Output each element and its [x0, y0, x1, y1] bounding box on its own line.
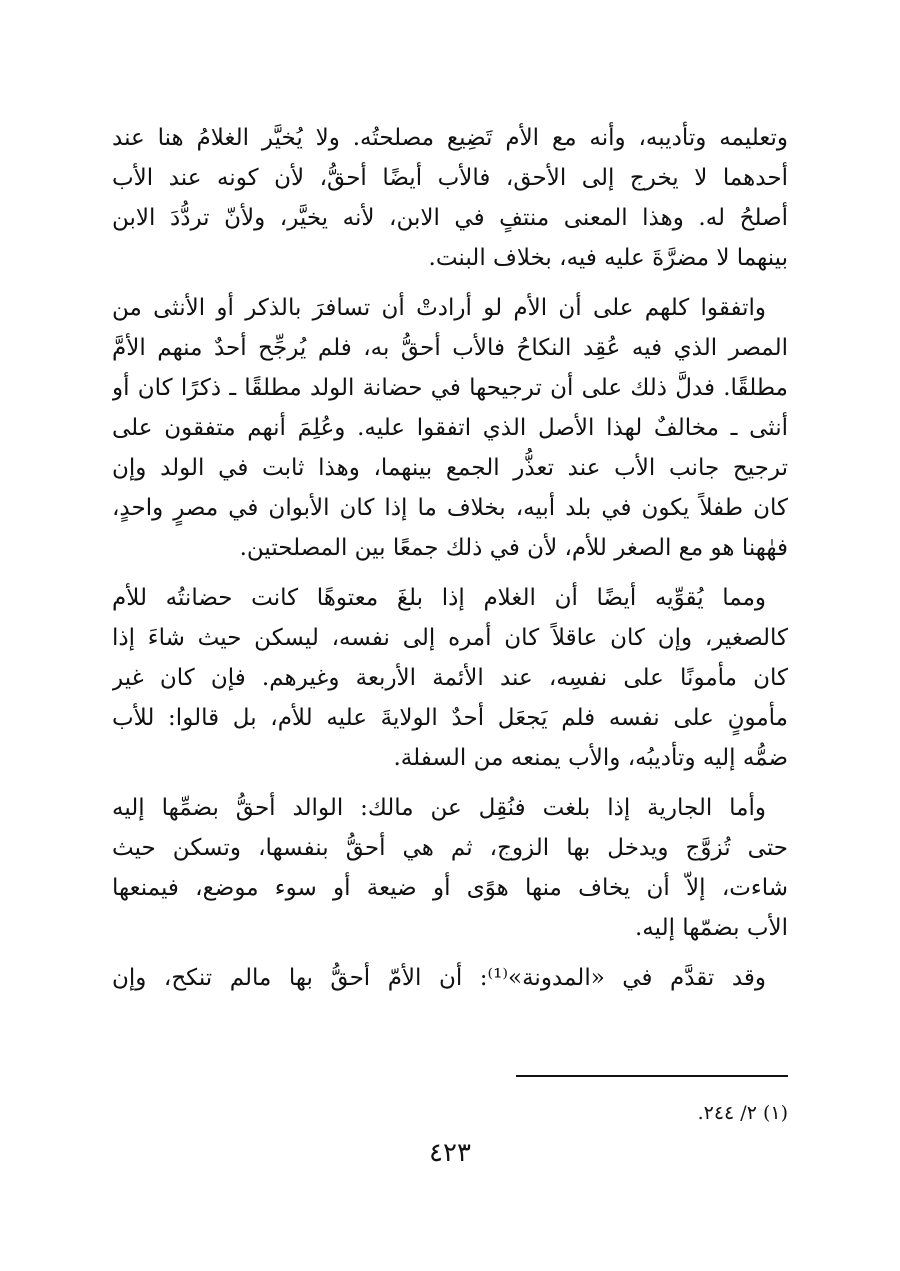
paragraph-5 — [112, 958, 788, 998]
text-line: ومما يُقوِّيه أيضًا أن الغلام إذا بلغَ معتوهًا كانت حضانتُه للأم — [112, 585, 766, 611]
text-line: أحدهما لا يخرج إلى الأحق، فالأب أيضًا أحقُّ، لأن كونه عند الأب — [112, 165, 788, 191]
text-line: ضمُّه إليه وتأديبُه، والأب يمنعه من السفلة. — [393, 745, 788, 771]
text-line: بينهما لا مضرَّةَ عليه فيه، بخلاف البنت. — [428, 245, 788, 271]
text-line: فهٰهنا هو مع الصغر للأم، لأن في ذلك جمعًا بين المصلحتين. — [239, 535, 788, 561]
text-line: كان طفلاً يكون في بلد أبيه، بخلاف ما إذا كان الأبوان في مصرٍ واحدٍ، — [112, 495, 788, 521]
text-line: كان مأمونًا على نفسِه، عند الأئمة الأربعة وغيرهم. فإن كان غير — [112, 665, 788, 691]
text-line: واتفقوا كلهم على أن الأم لو أرادتْ أن تسافرَ بالذكر أو الأنثى من — [112, 295, 766, 321]
footnote-separator — [516, 1075, 788, 1077]
text-line: المصر الذي فيه عُقِد النكاحُ فالأب أحقُّ به، فلم يُرجِّح أحدٌ منهم الأمَّ — [112, 335, 788, 361]
paragraph-2 — [112, 288, 788, 568]
page-number: ٤٢٣ — [429, 1138, 471, 1168]
text-line: وقد تقدَّم في «المدونة»⁽¹⁾: أن الأمّ أحقُّ بها مالم تنكح، وإن — [112, 965, 766, 991]
paragraph-1 — [112, 118, 788, 278]
paragraph-4 — [112, 788, 788, 948]
text-line: شاءت، إلاّ أن يخاف منها هوًى أو ضيعة أو سوء موضع، فيمنعها — [112, 875, 788, 901]
text-line: الأب بضمّها إليه. — [634, 915, 788, 941]
text-line: أنثى ـ مخالفٌ لهذا الأصل الذي اتفقوا عليه. وعُلِمَ أنهم متفقون على — [112, 415, 788, 441]
text-line: مأمونٍ على نفسه فلم يَجعَل أحدٌ الولايةَ عليه للأم، بل قالوا: للأب — [112, 705, 788, 731]
text-line: أصلحُ له. وهذا المعنى منتفٍ في الابن، لأنه يخيَّر، ولأنّ تردُّدَ الابن — [112, 205, 788, 231]
text-line: وتعليمه وتأديبه، وأنه مع الأم تَضِيع مصلحتُه. ولا يُخيَّر الغلامُ هنا عند — [112, 125, 788, 151]
footnote: (١) ٢/ ٢٤٤. — [697, 1102, 788, 1124]
text-line: وأما الجارية إذا بلغت فنُقِل عن مالك: الوالد أحقُّ بضمِّها إليه — [112, 795, 766, 821]
text-line: كالصغير، وإن كان عاقلاً كان أمره إلى نفسه، ليسكن حيث شاءَ إذا — [112, 625, 788, 651]
text-line: مطلقًا. فدلَّ ذلك على أن ترجيحها في حضانة الولد مطلقًا ـ ذكرًا كان أو — [112, 375, 788, 401]
text-line: ترجيح جانب الأب عند تعذُّر الجمع بينهما، وهذا ثابت في الولد وإن — [112, 455, 788, 481]
text-line: حتى تُزوَّج ويدخل بها الزوج، ثم هي أحقُّ بنفسها، وتسكن حيث — [112, 835, 788, 861]
main-text — [112, 118, 788, 998]
paragraph-3 — [112, 578, 788, 778]
